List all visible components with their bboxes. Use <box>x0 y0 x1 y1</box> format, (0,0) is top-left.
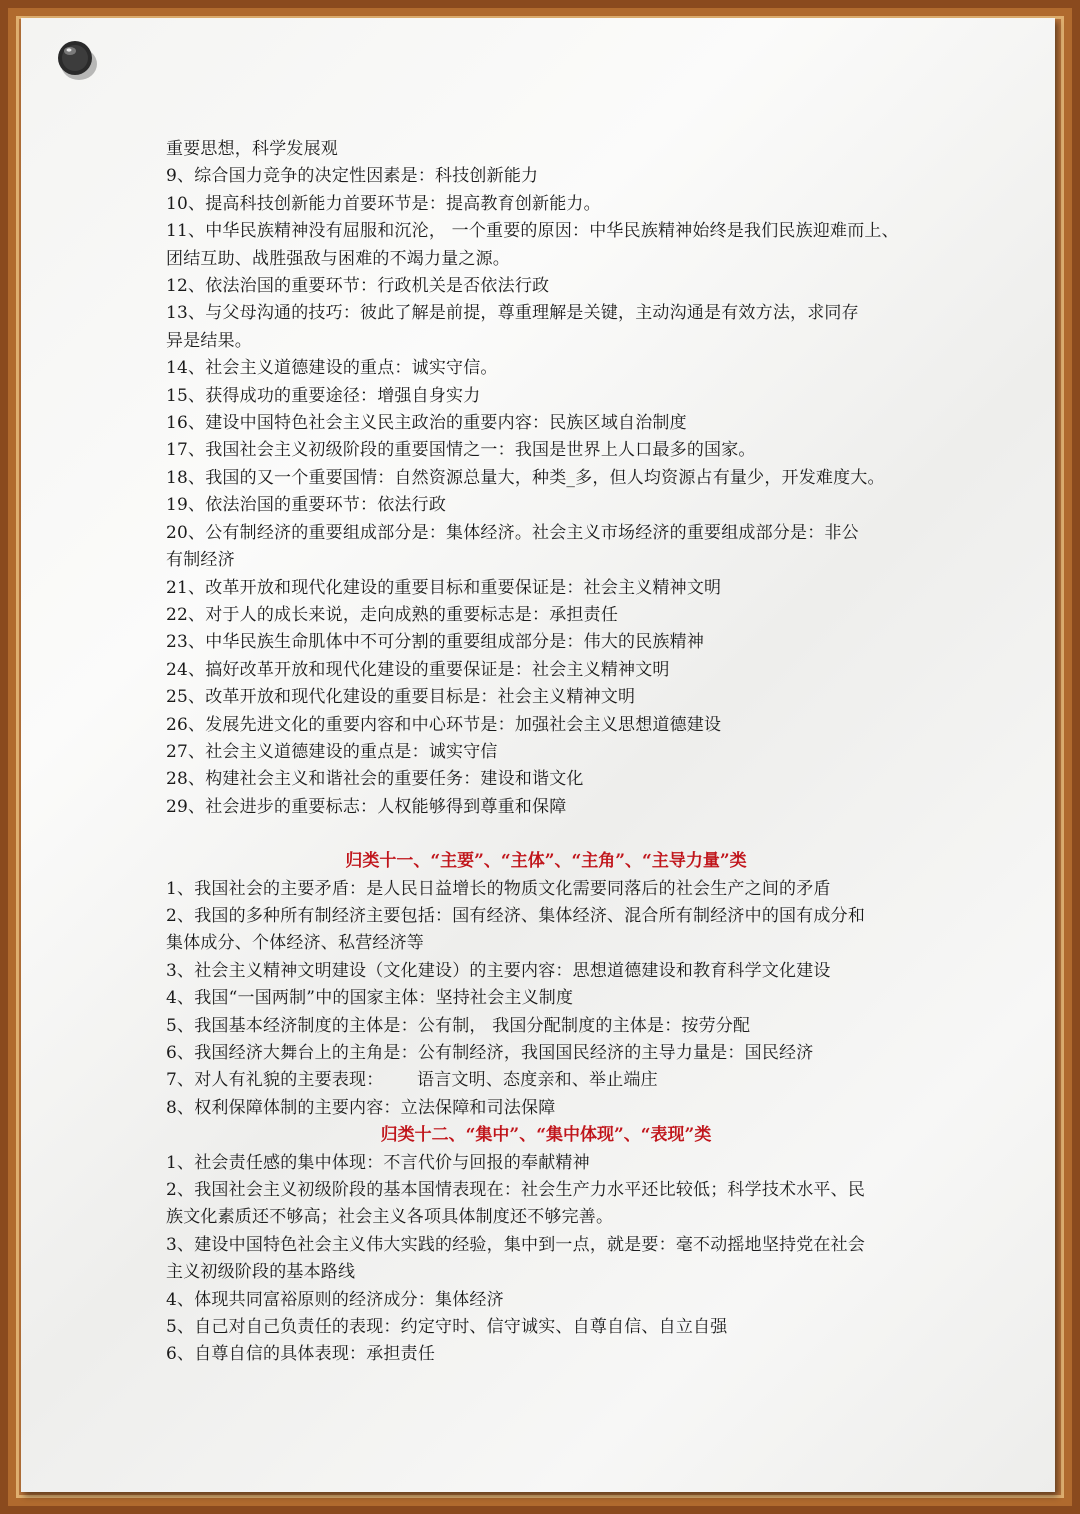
list-item: 26、发展先进文化的重要内容和中心环节是：加强社会主义思想道德建设 <box>166 714 722 735</box>
list-item: 异是结果。 <box>166 330 252 351</box>
list-item: 2、我国的多种所有制经济主要包括：国有经济、集体经济、混合所有制经济中的国有成分和 <box>166 905 866 926</box>
list-item: 9、综合国力竞争的决定性因素是：科技创新能力 <box>166 166 539 187</box>
list-item: 28、构建社会主义和谐社会的重要任务：建设和谐文化 <box>166 769 584 790</box>
list-item: 16、建设中国特色社会主义民主政治的重要内容：民族区域自治制度 <box>166 413 687 434</box>
list-item: 19、依法治国的重要环节：依法行政 <box>166 495 447 516</box>
list-item: 3、社会主义精神文明建设（文化建设）的主要内容：思想道德建设和教育科学文化建设 <box>166 960 831 981</box>
list-item: 8、权利保障体制的主要内容：立法保障和司法保障 <box>166 1097 556 1118</box>
list-item: 29、社会进步的重要标志：人权能够得到尊重和保障 <box>166 796 567 817</box>
section-gap <box>166 821 926 848</box>
list-item: 主义初级阶段的基本路线 <box>166 1262 356 1283</box>
list-item: 5、我国基本经济制度的主体是：公有制， 我国分配制度的主体是：按劳分配 <box>166 1015 751 1036</box>
list-item: 12、依法治国的重要环节：行政机关是否依法行政 <box>166 276 550 297</box>
list-item: 17、我国社会主义初级阶段的重要国情之一：我国是世界上人口最多的国家。 <box>166 440 756 461</box>
list-item: 4、体现共同富裕原则的经济成分：集体经济 <box>166 1289 504 1310</box>
list-item: 27、社会主义道德建设的重点是：诚实守信 <box>166 741 498 762</box>
list-item: 2、我国社会主义初级阶段的基本国情表现在：社会生产力水平还比较低；科学技术水平、民 <box>166 1180 866 1201</box>
list-item: 5、自己对自己负责任的表现：约定守时、信守诚实、自尊自信、自立自强 <box>166 1317 728 1338</box>
section-heading: 归类十二、“集中”、“集中体现”、“表现”类 <box>380 1125 712 1146</box>
section-heading: 归类十一、“主要”、“主体”、“主角”、“主导力量”类 <box>345 851 747 872</box>
push-pin-icon <box>55 34 99 84</box>
list-item: 25、改革开放和现代化建设的重要目标是：社会主义精神文明 <box>166 687 636 708</box>
list-item: 24、搞好改革开放和现代化建设的重要保证是：社会主义精神文明 <box>166 659 670 680</box>
list-item: 集体成分、个体经济、私营经济等 <box>166 933 424 954</box>
important-list <box>166 136 926 821</box>
list-item: 3、建设中国特色社会主义伟大实践的经验，集中到一点，就是要：毫不动摇地坚持党在社会 <box>166 1234 866 1255</box>
section-twelve <box>166 1122 926 1369</box>
list-item: 11、中华民族精神没有屈服和沉沦， 一个重要的原因：中华民族精神始终是我们民族迎难而上、 <box>166 221 899 242</box>
list-item: 18、我国的又一个重要国情：自然资源总量大，种类_多，但人均资源占有量少，开发难度大。 <box>166 467 885 488</box>
list-item: 21、改革开放和现代化建设的重要目标和重要保证是：社会主义精神文明 <box>166 577 722 598</box>
section-eleven <box>166 848 926 1122</box>
list-item: 6、我国经济大舞台上的主角是：公有制经济，我国国民经济的主导力量是：国民经济 <box>166 1043 814 1063</box>
list-item: 15、获得成功的重要途径：增强自身实力 <box>166 385 481 406</box>
list-item: 6、自尊自信的具体表现：承担责任 <box>166 1344 436 1365</box>
list-item: 13、与父母沟通的技巧：彼此了解是前提，尊重理解是关键，主动沟通是有效方法，求同存 <box>166 303 859 324</box>
paper-sheet <box>21 18 1055 1492</box>
list-item: 1、我国社会的主要矛盾：是人民日益增长的物质文化需要同落后的社会生产之间的矛盾 <box>166 878 831 899</box>
list-item: 1、社会责任感的集中体现：不言代价与回报的奉献精神 <box>166 1152 590 1173</box>
list-item: 团结互助、战胜强敌与困难的不竭力量之源。 <box>166 248 510 269</box>
list-item: 有制经济 <box>166 550 235 571</box>
list-item: 4、我国“一国两制”中的国家主体：坚持社会主义制度 <box>166 988 574 1009</box>
list-item: 23、中华民族生命肌体中不可分割的重要组成部分是：伟大的民族精神 <box>166 632 705 653</box>
list-item: 7、对人有礼貌的主要表现： 语言文明、态度亲和、举止端庄 <box>166 1070 658 1091</box>
list-item: 20、公有制经济的重要组成部分是：集体经济。社会主义市场经济的重要组成部分是：非公 <box>166 522 859 543</box>
list-item: 族文化素质还不够高；社会主义各项具体制度还不够完善。 <box>166 1207 614 1228</box>
document-body <box>166 136 926 1369</box>
list-item: 14、社会主义道德建设的重点：诚实守信。 <box>166 358 498 379</box>
list-item: 22、对于人的成长来说，走向成熟的重要标志是：承担责任 <box>166 604 619 625</box>
list-item: 重要思想，科学发展观 <box>166 139 338 159</box>
list-item: 10、提高科技创新能力首要环节是：提高教育创新能力。 <box>166 193 601 214</box>
